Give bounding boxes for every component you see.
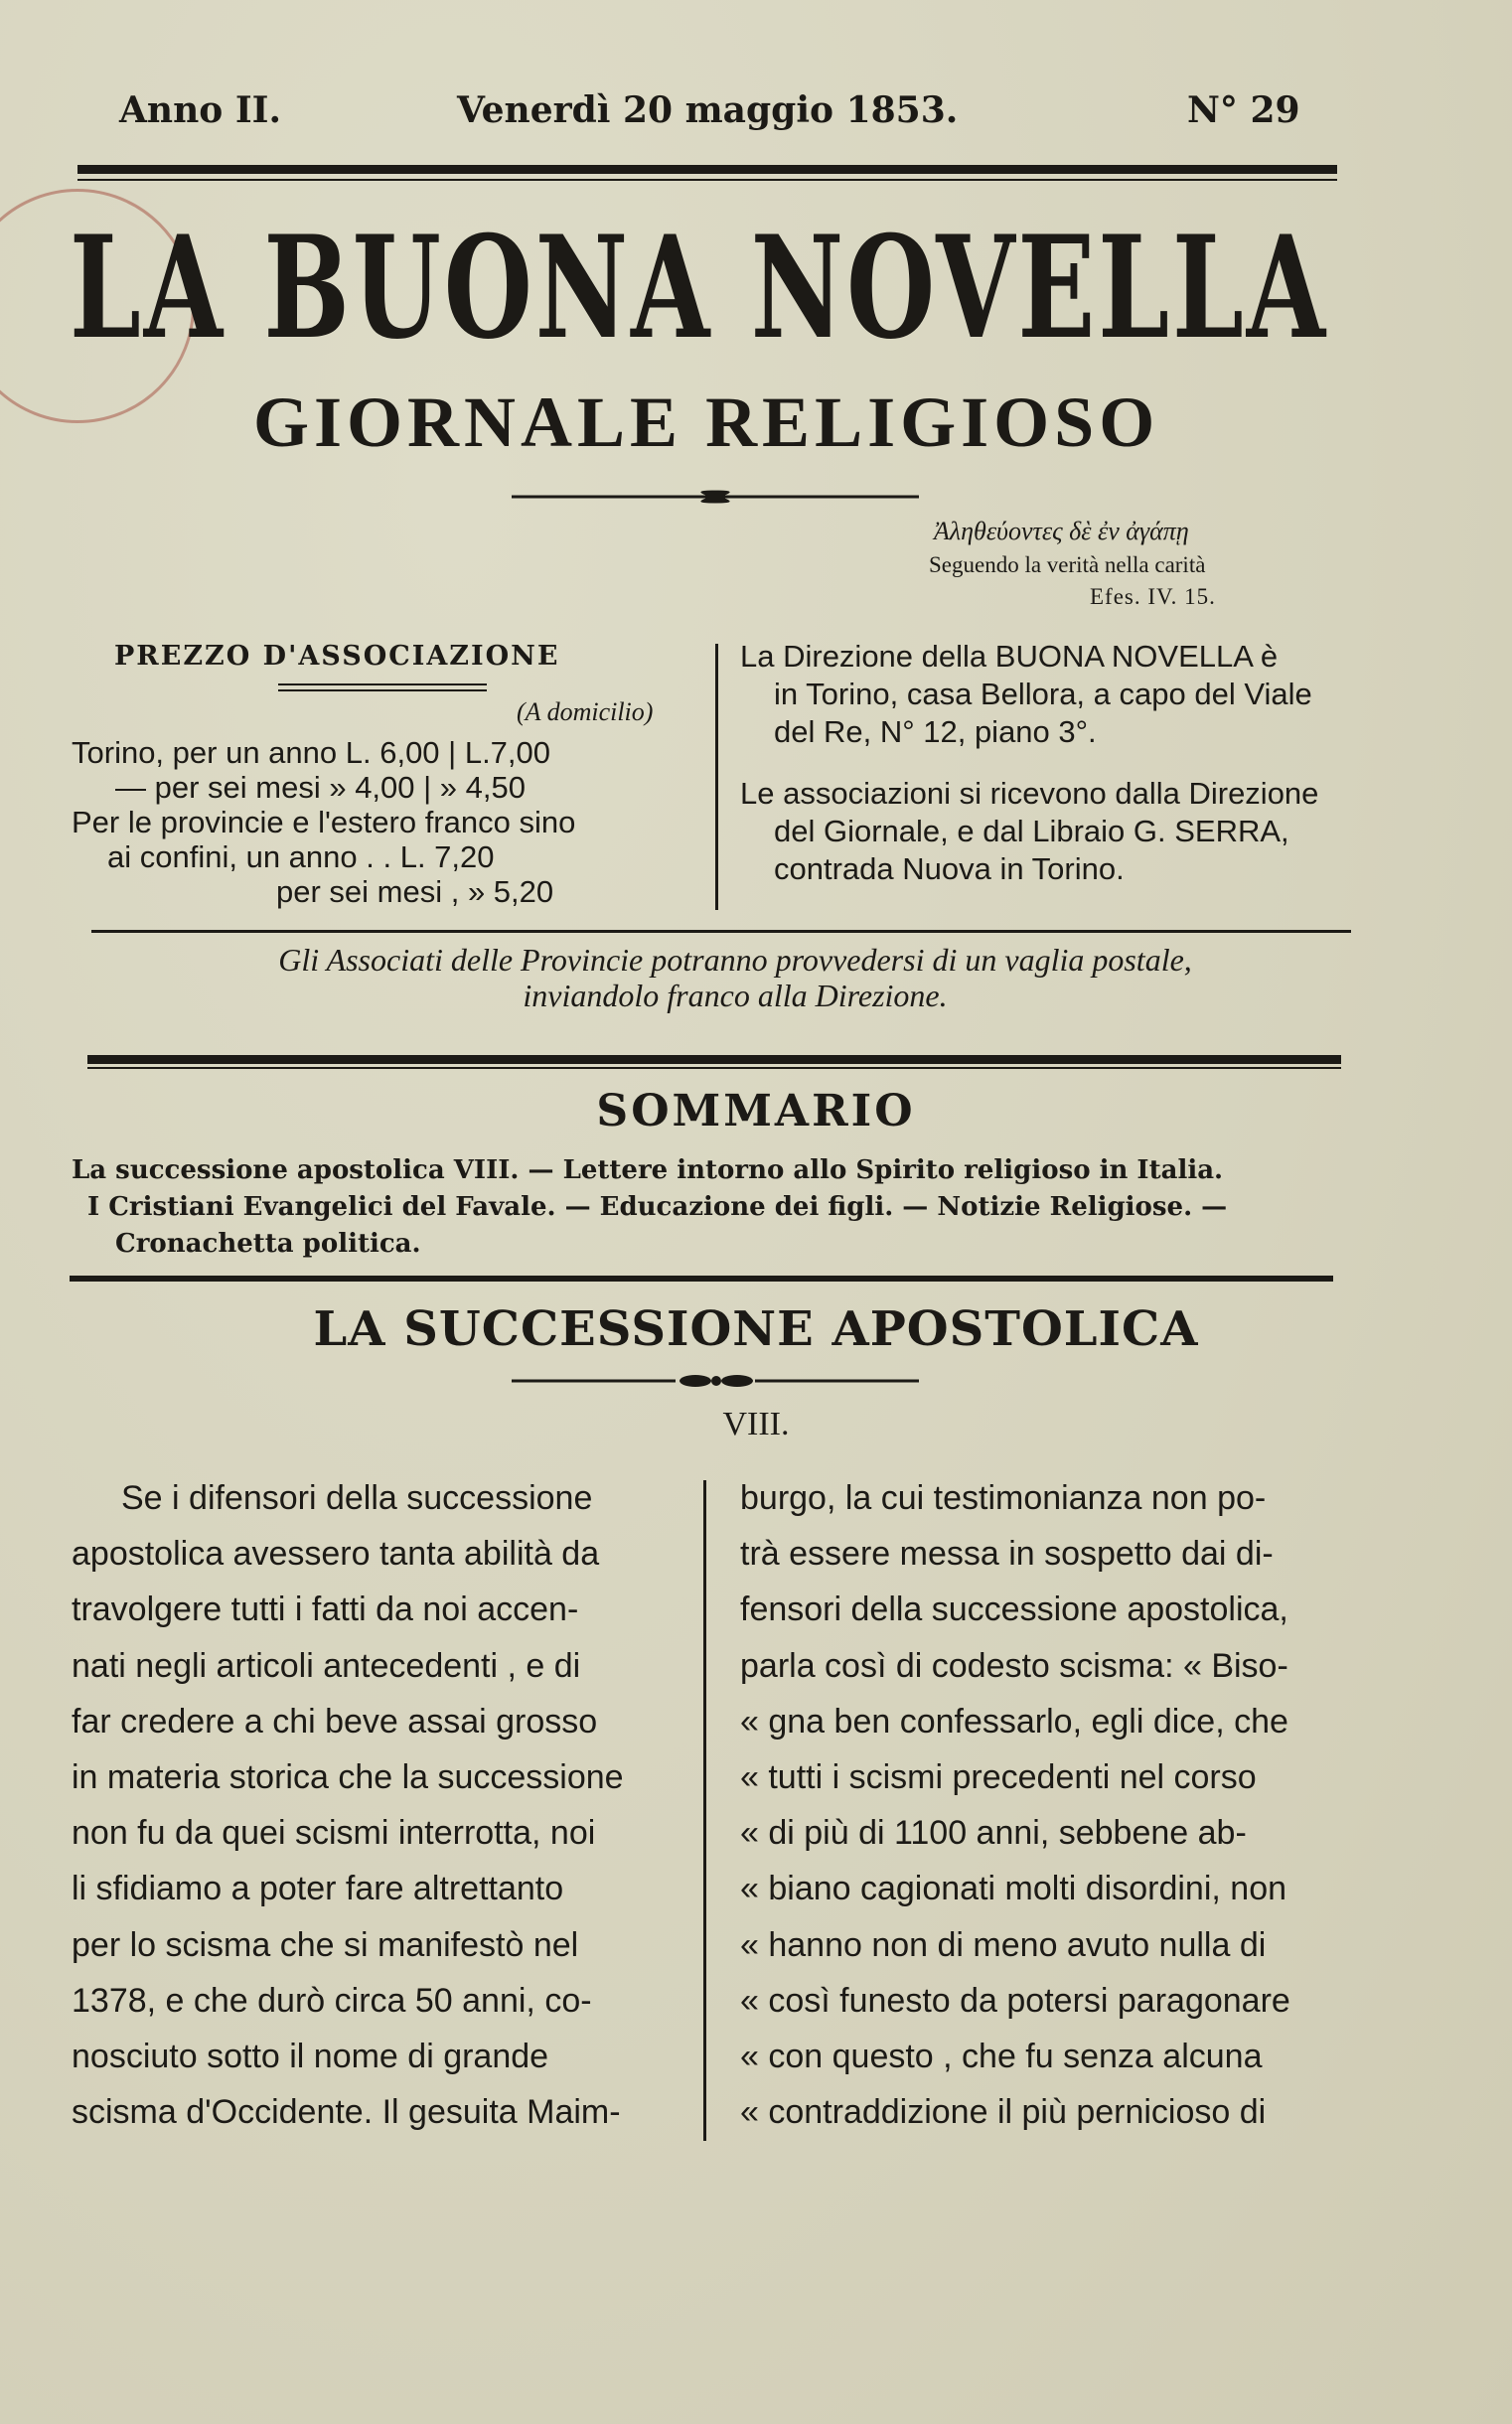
- column-divider: [703, 1480, 706, 2141]
- text-line: nati negli articoli antecedenti , e di: [72, 1646, 581, 1685]
- text-line: scisma d'Occidente. Il gesuita Maim-: [72, 2093, 621, 2132]
- text-line: « con questo , che fu senza alcuna: [740, 2037, 1263, 2075]
- text-line: far credere a chi beve assai grosso: [72, 1702, 598, 1741]
- ornament-divider: [507, 485, 924, 509]
- pricing-underline-2: [278, 689, 487, 691]
- text-line: « così funesto da potersi paragonare: [740, 1981, 1290, 2020]
- date-label: Venerdì 20 maggio 1853.: [457, 89, 959, 131]
- notice-line: Gli Associati delle Provincie potranno provvedersi di un vaglia postale,: [278, 942, 1192, 978]
- pricing-title: PREZZO D'ASSOCIAZIONE: [114, 641, 560, 672]
- sommario-text: [72, 1152, 1363, 1263]
- sommario-line: La successione apostolica VIII. — Lettere intorno allo Spirito religioso in Italia.: [72, 1155, 1224, 1185]
- subscription-notice: [129, 942, 1341, 1013]
- text-line: « contraddizione il più pernicioso di: [740, 2093, 1267, 2132]
- text-line: nosciuto sotto il nome di grande: [72, 2037, 549, 2075]
- pricing-line: — per sei mesi » 4,00 | » 4,50: [115, 770, 526, 805]
- pricing-line: per sei mesi , » 5,20: [276, 874, 554, 909]
- text-line: parla così di codesto scisma: « Biso-: [740, 1646, 1288, 1685]
- direction-line: Le associazioni si ricevono dalla Direzione: [740, 776, 1319, 811]
- text-line: « tutti i scismi precedenti nel corso: [740, 1757, 1257, 1796]
- masthead-info: [119, 89, 1311, 133]
- direction-info: [740, 638, 1366, 888]
- sommario-rule-thin: [87, 1067, 1341, 1069]
- article-ornament: [507, 1369, 924, 1393]
- article-title: LA SUCCESSIONE APOSTOLICA: [313, 1301, 1199, 1357]
- text-line: li sfidiamo a poter fare altrettanto: [72, 1870, 564, 1908]
- direction-line: del Giornale, e dal Libraio G. SERRA,: [774, 814, 1289, 848]
- direction-line: in Torino, casa Bellora, a capo del Viale: [774, 677, 1312, 711]
- text-line: 1378, e che durò circa 50 anni, co-: [72, 1981, 592, 2020]
- motto-reference: Efes. IV. 15.: [1090, 584, 1216, 609]
- direction-line: contrada Nuova in Torino.: [774, 851, 1125, 886]
- direction-line: del Re, N° 12, piano 3°.: [774, 714, 1097, 749]
- notice-line: inviandolo franco alla Direzione.: [523, 978, 948, 1013]
- article-section-number: VIII.: [722, 1406, 790, 1442]
- text-line: « gna ben confessarlo, egli dice, che: [740, 1702, 1288, 1741]
- top-rule: [77, 165, 1337, 174]
- text-line: per lo scisma che si manifestò nel: [72, 1925, 579, 1964]
- newspaper-subtitle: GIORNALE RELIGIOSO: [253, 382, 1160, 462]
- text-line: trà essere messa in sospetto dai di-: [740, 1535, 1274, 1574]
- text-line: apostolica avessero tanta abilità da: [72, 1535, 600, 1574]
- text-line: fensori della successione apostolica,: [740, 1591, 1288, 1629]
- text-line: non fu da quei scismi interrotta, noi: [72, 1814, 596, 1853]
- pricing-line: Torino, per un anno L. 6,00 | L.7,00: [72, 735, 551, 770]
- sommario-line: Cronachetta politica.: [115, 1229, 421, 1259]
- notice-rule: [91, 930, 1351, 933]
- year-label: Anno II.: [119, 89, 282, 131]
- text-line: travolgere tutti i fatti da noi accen-: [72, 1591, 579, 1629]
- issue-number: N° 29: [1187, 89, 1300, 131]
- greek-motto: Ἀληθεύοντες δὲ ἐν ἀγάπῃ: [934, 517, 1189, 545]
- pricing-line: ai confini, un anno . . L. 7,20: [107, 839, 495, 874]
- newspaper-title: LA BUONA NOVELLA: [70, 206, 1328, 371]
- sommario-line: I Cristiani Evangelici del Favale. — Educazione dei figli. — Notizie Religiose. —: [87, 1192, 1228, 1222]
- article-right-column: [740, 1470, 1356, 2140]
- italian-motto: Seguendo la verità nella carità: [929, 552, 1206, 577]
- pricing-underline: [278, 683, 487, 685]
- text-line: Se i difensori della successione: [121, 1479, 593, 1517]
- pricing-note: (A domicilio): [517, 697, 654, 726]
- sommario-rule: [87, 1055, 1341, 1064]
- text-line: burgo, la cui testimonianza non po-: [740, 1479, 1267, 1517]
- direction-line: La Direzione della BUONA NOVELLA è: [740, 639, 1279, 674]
- text-line: in materia storica che la successione: [72, 1757, 624, 1796]
- text-line: « biano cagionati molti disordini, non: [740, 1870, 1287, 1908]
- sommario-title: SOMMARIO: [596, 1086, 916, 1136]
- top-rule-thin: [77, 179, 1337, 181]
- pricing-divider: [715, 644, 718, 910]
- article-left-column: [72, 1470, 687, 2140]
- article-rule: [70, 1276, 1333, 1282]
- text-line: « di più di 1100 anni, sebbene ab-: [740, 1814, 1247, 1853]
- pricing-line: Per le provincie e l'estero franco sino: [72, 805, 576, 839]
- text-line: « hanno non di meno avuto nulla di: [740, 1925, 1267, 1964]
